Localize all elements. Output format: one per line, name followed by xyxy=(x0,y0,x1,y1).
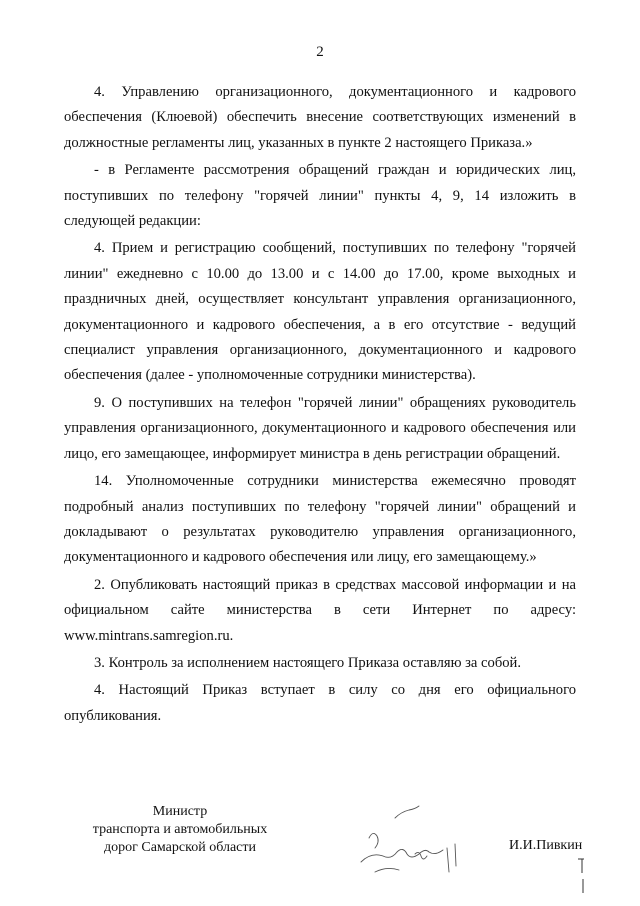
signatory-position xyxy=(80,803,280,857)
paragraph-4: 9. О поступивших на телефон "горячей линии" обращениях руководитель управления организационного, документационного и кадрового обеспечения или лицо, его замещающее, информирует министра в день регистрации обращений. xyxy=(64,394,576,462)
signatory-name: И.И.Пивкин xyxy=(509,838,583,853)
paragraph-1: 4. Управлению организационного, документационного и кадрового обеспечения (Клюевой) обеспечить внесение соответствующих изменений в должностные регламенты лиц, указанных в пункте 2 настоящего Приказа.» xyxy=(64,84,576,151)
margin-mark xyxy=(576,855,586,895)
position-line-2: транспорта и автомобильных xyxy=(92,822,268,837)
position-line-3: дорог Самарской области xyxy=(104,840,256,855)
paragraph-2: - в Регламенте рассмотрения обращений граждан и юридических лиц, поступивших по телефону "горячей линии" пункты 4, 9, 14 изложить в следующей редакции: xyxy=(64,162,576,230)
handwritten-signature xyxy=(355,800,475,880)
paragraph-5: 14. Уполномоченные сотрудники министерства ежемесячно проводят подробный анализ поступивших по телефону "горячей линии" обращений и докладывают о результатах руководителю управления организационного, документационного и кадрового обеспечения или лицу, его замещающему.» xyxy=(64,473,576,566)
paragraph-3: 4. Прием и регистрацию сообщений, поступивших по телефону "горячей линии" ежедневно с 10.00 до 13.00 и с 14.00 до 17.00, кроме выходных и праздничных дней, осуществляет консультант управления организационного, документационного и кадрового обеспечения, а в его отсутствие - ведущий специалист управления организационного, документационного и кадрового обеспечения (далее - уполномоченные сотрудники министерства). xyxy=(64,240,576,384)
paragraph-8: 4. Настоящий Приказ вступает в силу со дня его официального опубликования. xyxy=(64,682,576,724)
page-number: 2 xyxy=(316,44,324,60)
position-line-1: Министр xyxy=(152,804,208,819)
document-body xyxy=(64,80,576,731)
paragraph-6: 2. Опубликовать настоящий приказ в средствах массовой информации и на официальном сайте министерства в сети Интернет по адресу: www.mintrans.samregion.ru. xyxy=(64,576,576,644)
paragraph-7: 3. Контроль за исполнением настоящего Приказа оставляю за собой. xyxy=(94,654,522,671)
